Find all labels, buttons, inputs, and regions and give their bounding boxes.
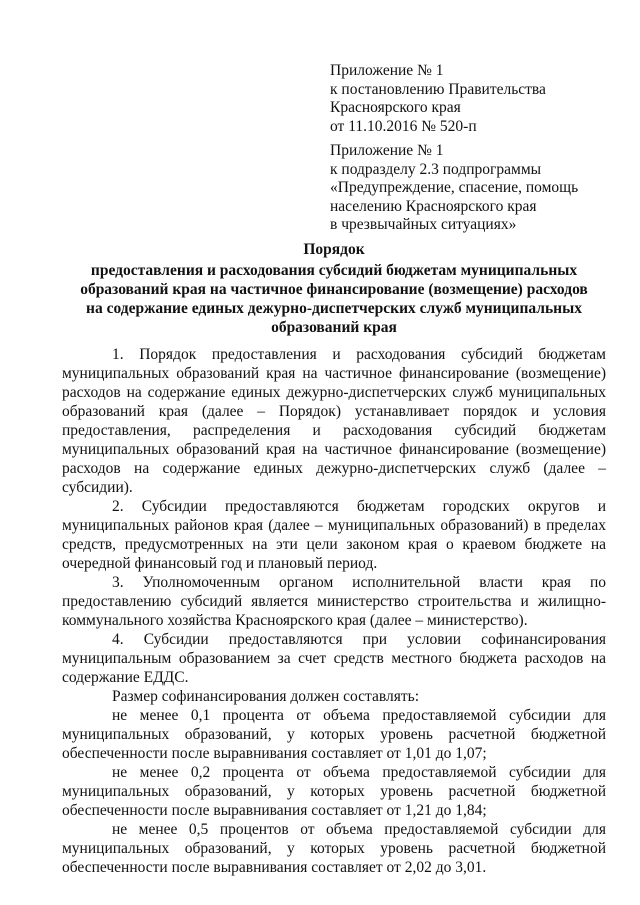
appendix-line: населению Красноярского края [330,197,537,215]
cofinancing-intro: Размер софинансирования должен составлять: [112,688,420,705]
paragraph-3: 3. Уполномоченным органом исполнительной власти края по предоставлению субсидий является министерство строительства и жилищно-коммунального хозяйства Красноярского края (далее – министерство). [62,574,606,629]
cofinancing-item-1: не менее 0,1 процента от объема предоставляемой субсидии для муниципальных образований, у которых уровень расчетной бюджетной обеспеченности после выравнивания составляет от 1,01 до 1,07; [62,707,606,762]
title-heading: Порядок [303,241,365,258]
appendix-line: к постановлению Правительства [330,80,546,98]
appendix-line: Приложение № 1 [330,62,444,79]
paragraph-1: 1. Порядок предоставления и расходования субсидий бюджетам муниципальных образований края на частичное финансирование (возмещение) расходов на содержание единых дежурно-диспетчерских служб муниципальных образований края (далее – Порядок) устанавливает порядок и условия предоставления, распределения и расходования субсидий бюджетам муниципальных образований края на частичное финансирование (возмещение) расходов на содержание единых дежурно-диспетчерских служб (далее – субсидии). [62,346,606,496]
appendix-line: в чрезвычайных ситуациях» [330,216,517,233]
cofinancing-item-2: не менее 0,2 процента от объема предоставляемой субсидии для муниципальных образований, у которых уровень расчетной бюджетной обеспеченности после выравнивания составляет от 1,21 до 1,84; [62,764,606,819]
appendix-line: Красноярского края [330,99,461,116]
appendix-line: от 11.10.2016 № 520-п [330,117,477,135]
appendix-subprogram [330,142,620,235]
appendix-government-resolution [330,62,620,136]
appendix-line: к подразделу 2.3 подпрограммы [330,160,542,178]
title-line: образований края на частичное финансирование (возмещение) расходов [80,281,588,298]
document-title [60,240,608,337]
paragraph-2: 2. Субсидии предоставляются бюджетам городских округов и муниципальных районов края (далее – муниципальных образований) в пределах средств, предусмотренных на эти цели законом края о краевом бюджете на очередной финансовый год и плановый период. [62,498,606,572]
title-line: образований края [271,319,397,336]
title-line: на содержание единых дежурно-диспетчерских служб муниципальных [86,300,582,317]
cofinancing-item-3: не менее 0,5 процентов от объема предоставляемой субсидии для муниципальных образований, у которых уровень расчетной бюджетной обеспеченности после выравнивания составляет от 2,02 до 3,01. [62,821,606,876]
title-line: предоставления и расходования субсидий бюджетам муниципальных [90,262,578,279]
appendix-line: Приложение № 1 [330,142,444,159]
paragraph-4: 4. Субсидии предоставляются при условии софинансирования муниципальным образованием за счет средств местного бюджета расходов на содержание ЕДДС. [62,631,606,686]
appendix-line: «Предупреждение, спасение, помощь [330,179,579,196]
document-body [62,345,606,877]
